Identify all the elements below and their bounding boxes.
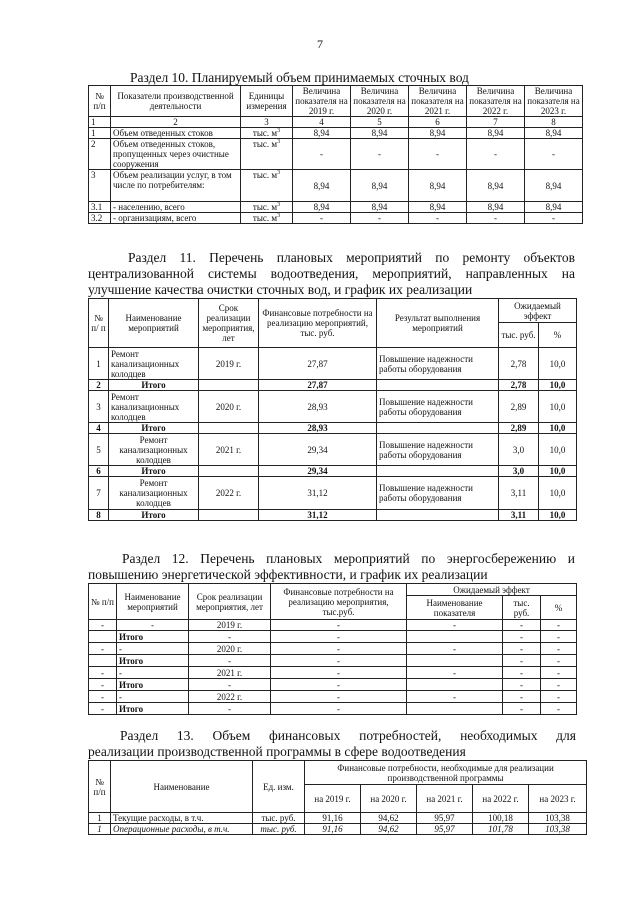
row-number: - — [89, 643, 117, 655]
table-row — [89, 434, 577, 466]
value-cell: - — [467, 139, 525, 170]
table-row — [89, 202, 583, 213]
value-cell: 8,94 — [525, 128, 583, 139]
index-cell: 4 — [293, 117, 351, 128]
amount-cell: - — [271, 643, 407, 655]
row-number: - — [89, 691, 117, 703]
value-cell: - — [293, 213, 351, 224]
percent-cell: - — [541, 703, 577, 715]
section-11-title-line: Раздел 11. Перечень плановых мероприятий по ремонту объектов — [128, 250, 575, 265]
value-cell: 8,94 — [525, 202, 583, 213]
col-header: Величина показателя на 2021 г. — [409, 86, 467, 117]
unit-cell: тыс. руб. — [253, 824, 305, 835]
row-number: 2 — [89, 380, 109, 391]
value-cell: 103,38 — [529, 813, 587, 824]
section-10-title: Раздел 10. Планируемый объем принимаемых сточных вод — [130, 70, 469, 85]
unit-superscript: 3 — [277, 202, 281, 208]
amount-cell: 28,93 — [259, 391, 377, 423]
value-cell: 8,94 — [293, 128, 351, 139]
effect-cell: 2,78 — [499, 348, 539, 380]
value-cell: 94,62 — [361, 813, 417, 824]
result-cell — [377, 466, 499, 477]
period-cell: 2019 г. — [189, 620, 271, 631]
measure-name: - — [117, 667, 189, 679]
effect-cell: - — [503, 691, 541, 703]
indicator-name: Объем отведенных стоков — [111, 128, 241, 139]
table-row — [89, 667, 577, 679]
total-label: Итого — [117, 631, 189, 643]
percent-cell: 10,0 — [539, 380, 577, 391]
value-cell: - — [409, 213, 467, 224]
indicator-cell: - — [407, 620, 503, 631]
section-11-title-line: централизованной системы водоотведения, мероприятий, направленных на — [88, 266, 575, 281]
effect-cell: - — [503, 620, 541, 631]
col-header: № п/ п — [89, 299, 109, 348]
period-cell: 2019 г. — [199, 348, 259, 380]
value-cell: 8,94 — [409, 128, 467, 139]
value-cell: 101,78 — [473, 824, 529, 835]
total-label: Итого — [117, 679, 189, 691]
indicator-cell — [407, 631, 503, 643]
period-cell: - — [189, 679, 271, 691]
col-header: Величина показателя на 2019 г. — [293, 86, 351, 117]
section-12-title-line: повышению энергетической эффективности, и график их реализации — [88, 567, 488, 582]
section-12-title-line: Раздел 12. Перечень плановых мероприятий по энергосбережению и — [122, 551, 575, 566]
col-header: на 2023 г. — [529, 785, 587, 813]
value-cell: 8,94 — [351, 202, 409, 213]
unit-cell — [241, 202, 293, 213]
percent-cell: - — [541, 667, 577, 679]
col-header: на 2021 г. — [417, 785, 473, 813]
amount-cell: - — [271, 620, 407, 631]
period-cell: 2021 г. — [199, 434, 259, 466]
col-header: Ожидаемый эффект — [407, 584, 577, 596]
unit-cell — [241, 170, 293, 202]
row-number: 8 — [89, 510, 109, 521]
col-header: Финансовые потребности на реализацию мероприятий, тыс. руб. — [259, 299, 377, 348]
percent-cell: 10,0 — [539, 466, 577, 477]
value-cell: - — [467, 213, 525, 224]
row-number: 6 — [89, 466, 109, 477]
amount-cell: - — [271, 691, 407, 703]
amount-cell: 27,87 — [259, 348, 377, 380]
row-number: 1 — [89, 813, 111, 824]
col-header: Показатели производственной деятельности — [111, 86, 241, 117]
result-cell — [377, 380, 499, 391]
period-cell: 2022 г. — [199, 477, 259, 510]
value-cell: 95,97 — [417, 824, 473, 835]
item-name: Операционные расходы, в т.ч. — [111, 824, 253, 835]
index-cell: 6 — [409, 117, 467, 128]
section-11-title-line: улучшение качества очистки сточных вод, и график их реализации — [88, 282, 473, 297]
percent-cell: - — [541, 679, 577, 691]
col-header: тыс. руб. — [499, 323, 539, 348]
index-cell: 1 — [89, 117, 111, 128]
indicator-name: Объем реализации услуг, в том числе по потребителям: — [111, 170, 241, 202]
effect-cell: 2,78 — [499, 380, 539, 391]
period-cell: - — [189, 703, 271, 715]
period-cell: - — [189, 655, 271, 667]
unit-text: тыс. $м^3$ — [252, 170, 281, 180]
col-header: Наименование показателя — [407, 596, 503, 620]
row-number: 1 — [89, 824, 111, 835]
table-row — [89, 510, 577, 521]
unit-cell: тыс. руб. — [253, 813, 305, 824]
percent-cell: - — [541, 631, 577, 643]
index-cell: 5 — [351, 117, 409, 128]
percent-cell: 10,0 — [539, 348, 577, 380]
row-number: - — [89, 679, 117, 691]
col-header: Финансовые потребности на реализацию мероприятия, тыс.руб. — [271, 584, 407, 620]
indicator-name: Объем отведенных стоков, пропущенных через очистные сооружения — [111, 139, 241, 170]
value-cell: - — [409, 139, 467, 170]
indicator-cell — [407, 679, 503, 691]
total-label: Итого — [109, 510, 199, 521]
amount-cell: 31,12 — [259, 510, 377, 521]
amount-cell: - — [271, 679, 407, 691]
col-header: Результат выполнения мероприятий — [377, 299, 499, 348]
unit-superscript: 3 — [277, 139, 281, 145]
amount-cell: 29,34 — [259, 434, 377, 466]
amount-cell: 28,93 — [259, 423, 377, 434]
section-12-table — [88, 583, 577, 715]
value-cell: 8,94 — [409, 170, 467, 202]
item-name: Текущие расходы, в т.ч. — [111, 813, 253, 824]
table-row — [89, 631, 577, 643]
amount-cell: 31,12 — [259, 477, 377, 510]
col-header: Срок реализации мероприятия, лет — [199, 299, 259, 348]
percent-cell: 10,0 — [539, 477, 577, 510]
result-cell: Повышение надежности работы оборудования — [377, 477, 499, 510]
percent-cell: - — [541, 691, 577, 703]
unit-superscript: 3 — [277, 213, 281, 219]
amount-cell: - — [271, 703, 407, 715]
table-row — [89, 477, 577, 510]
amount-cell: 29,34 — [259, 466, 377, 477]
measure-name: - — [117, 643, 189, 655]
period-cell — [199, 380, 259, 391]
indicator-cell: - — [407, 691, 503, 703]
row-number: 5 — [89, 434, 109, 466]
value-cell: 8,94 — [351, 128, 409, 139]
indicator-cell: - — [407, 667, 503, 679]
row-number: 4 — [89, 423, 109, 434]
effect-cell: - — [503, 679, 541, 691]
table-row — [89, 391, 577, 423]
percent-cell: - — [541, 643, 577, 655]
section-11-table — [88, 298, 577, 521]
unit-text: тыс. $м^3$ — [252, 202, 281, 212]
value-cell: 95,97 — [417, 813, 473, 824]
period-cell — [199, 423, 259, 434]
effect-cell: - — [503, 703, 541, 715]
measure-name: - — [117, 620, 189, 631]
col-header: Наименование мероприятий — [109, 299, 199, 348]
measure-name: Ремонт канализационных колодцев — [109, 434, 199, 466]
index-cell: 2 — [111, 117, 241, 128]
value-cell: 8,94 — [525, 170, 583, 202]
row-number: 3 — [89, 170, 111, 202]
indicator-cell: - — [407, 643, 503, 655]
value-cell: 8,94 — [293, 202, 351, 213]
percent-cell: 10,0 — [539, 510, 577, 521]
unit-text: тыс. $м^3$ — [252, 128, 281, 138]
period-cell — [199, 466, 259, 477]
measure-name: Ремонт канализационных колодцев — [109, 391, 199, 423]
row-number — [89, 631, 117, 643]
result-cell — [377, 510, 499, 521]
value-cell: 8,94 — [293, 170, 351, 202]
table-row — [89, 655, 577, 667]
table-row — [89, 139, 583, 170]
period-cell: 2021 г. — [189, 667, 271, 679]
measure-name: - — [117, 691, 189, 703]
col-header: Величина показателя на 2022 г. — [467, 86, 525, 117]
effect-cell: 3,11 — [499, 477, 539, 510]
effect-cell: - — [503, 667, 541, 679]
row-number: 7 — [89, 477, 109, 510]
effect-cell: 3,11 — [499, 510, 539, 521]
value-cell: 8,94 — [409, 202, 467, 213]
col-header: № п/п — [89, 86, 111, 117]
value-cell: 100,18 — [473, 813, 529, 824]
period-cell — [199, 510, 259, 521]
percent-cell: - — [541, 655, 577, 667]
col-header: Срок реализации мероприятия, лет — [189, 584, 271, 620]
row-number — [89, 655, 117, 667]
col-header: № п/п — [89, 584, 117, 620]
total-label: Итого — [109, 380, 199, 391]
amount-cell: - — [271, 655, 407, 667]
total-label: Итого — [109, 423, 199, 434]
indicator-cell — [407, 703, 503, 715]
percent-cell: 10,0 — [539, 391, 577, 423]
unit-text: тыс. $м^3$ — [252, 213, 281, 223]
value-cell: - — [351, 213, 409, 224]
table-row — [89, 170, 583, 202]
section-13-title-line: реализации производственной программы в сфере водоотведения — [88, 744, 466, 759]
measure-name: Ремонт канализационных колодцев — [109, 477, 199, 510]
table-row — [89, 128, 583, 139]
col-header: Ед. изм. — [253, 761, 305, 813]
period-cell: 2020 г. — [189, 643, 271, 655]
col-header: Наименование — [111, 761, 253, 813]
result-cell: Повышение надежности работы оборудования — [377, 391, 499, 423]
effect-cell: 2,89 — [499, 423, 539, 434]
unit-text: тыс. $м^3$ — [252, 139, 281, 149]
result-cell: Повышение надежности работы оборудования — [377, 348, 499, 380]
value-cell: 94,62 — [361, 824, 417, 835]
col-header: Финансовые потребности, необходимые для реализации производственной программы — [305, 761, 587, 785]
section-10-table — [88, 85, 583, 224]
row-number: 1 — [89, 348, 109, 380]
effect-cell: - — [503, 643, 541, 655]
effect-cell: 2,89 — [499, 391, 539, 423]
period-cell: 2020 г. — [199, 391, 259, 423]
col-header: тыс. руб. — [503, 596, 541, 620]
table-row — [89, 466, 577, 477]
value-cell: - — [525, 213, 583, 224]
value-cell: 91,16 — [305, 824, 361, 835]
effect-cell: 3,0 — [499, 466, 539, 477]
total-label: Итого — [117, 703, 189, 715]
table-row — [89, 620, 577, 631]
result-cell: Повышение надежности работы оборудования — [377, 434, 499, 466]
value-cell: 8,94 — [467, 202, 525, 213]
value-cell: 91,16 — [305, 813, 361, 824]
col-header: на 2022 г. — [473, 785, 529, 813]
value-cell: - — [351, 139, 409, 170]
unit-cell — [241, 213, 293, 224]
section-13-table — [88, 760, 587, 835]
percent-cell: - — [541, 620, 577, 631]
amount-cell: - — [271, 667, 407, 679]
table-row — [89, 679, 577, 691]
col-header: на 2020 г. — [361, 785, 417, 813]
row-number: - — [89, 667, 117, 679]
table-row — [89, 691, 577, 703]
value-cell: 8,94 — [467, 170, 525, 202]
value-cell: 8,94 — [467, 128, 525, 139]
row-number: 3 — [89, 391, 109, 423]
index-cell: 7 — [467, 117, 525, 128]
indicator-cell — [407, 655, 503, 667]
result-cell — [377, 423, 499, 434]
period-cell: - — [189, 631, 271, 643]
percent-cell: 10,0 — [539, 423, 577, 434]
value-cell: 8,94 — [351, 170, 409, 202]
table-row — [89, 423, 577, 434]
col-header: Величина показателя на 2020 г. — [351, 86, 409, 117]
table-row — [89, 643, 577, 655]
table-row — [89, 348, 577, 380]
row-number: - — [89, 620, 117, 631]
section-13-title-line: Раздел 13. Объем финансовых потребностей, необходимых для — [120, 728, 576, 743]
period-cell: 2022 г. — [189, 691, 271, 703]
value-cell: - — [525, 139, 583, 170]
index-cell: 3 — [241, 117, 293, 128]
unit-cell — [241, 128, 293, 139]
col-header: на 2019 г. — [305, 785, 361, 813]
col-header: Единицы измерения — [241, 86, 293, 117]
col-header: Наименование мероприятий — [117, 584, 189, 620]
unit-superscript: 3 — [277, 170, 281, 176]
indicator-name: - населению, всего — [111, 202, 241, 213]
row-number: 2 — [89, 139, 111, 170]
effect-cell: 3,0 — [499, 434, 539, 466]
indicator-name: - организациям, всего — [111, 213, 241, 224]
value-cell: - — [293, 139, 351, 170]
table-row — [89, 703, 577, 715]
row-number: 3.1 — [89, 202, 111, 213]
unit-superscript: 3 — [277, 128, 281, 134]
amount-cell: - — [271, 631, 407, 643]
col-header: № п/п — [89, 761, 111, 813]
table-row — [89, 813, 587, 824]
total-label: Итого — [117, 655, 189, 667]
row-number: 1 — [89, 128, 111, 139]
unit-cell — [241, 139, 293, 170]
col-header: Ожидаемый эффект — [499, 299, 577, 323]
table-row — [89, 213, 583, 224]
total-label: Итого — [109, 466, 199, 477]
row-number: 3.2 — [89, 213, 111, 224]
index-cell: 8 — [525, 117, 583, 128]
effect-cell: - — [503, 631, 541, 643]
percent-cell: 10,0 — [539, 434, 577, 466]
col-header: % — [541, 596, 577, 620]
table-row — [89, 380, 577, 391]
effect-cell: - — [503, 655, 541, 667]
amount-cell: 27,87 — [259, 380, 377, 391]
col-header: % — [539, 323, 577, 348]
measure-name: Ремонт канализационных колодцев — [109, 348, 199, 380]
value-cell: 103,38 — [529, 824, 587, 835]
row-number: - — [89, 703, 117, 715]
col-header: Величина показателя на 2023 г. — [525, 86, 583, 117]
page-number: 7 — [317, 37, 323, 51]
table-row — [89, 824, 587, 835]
